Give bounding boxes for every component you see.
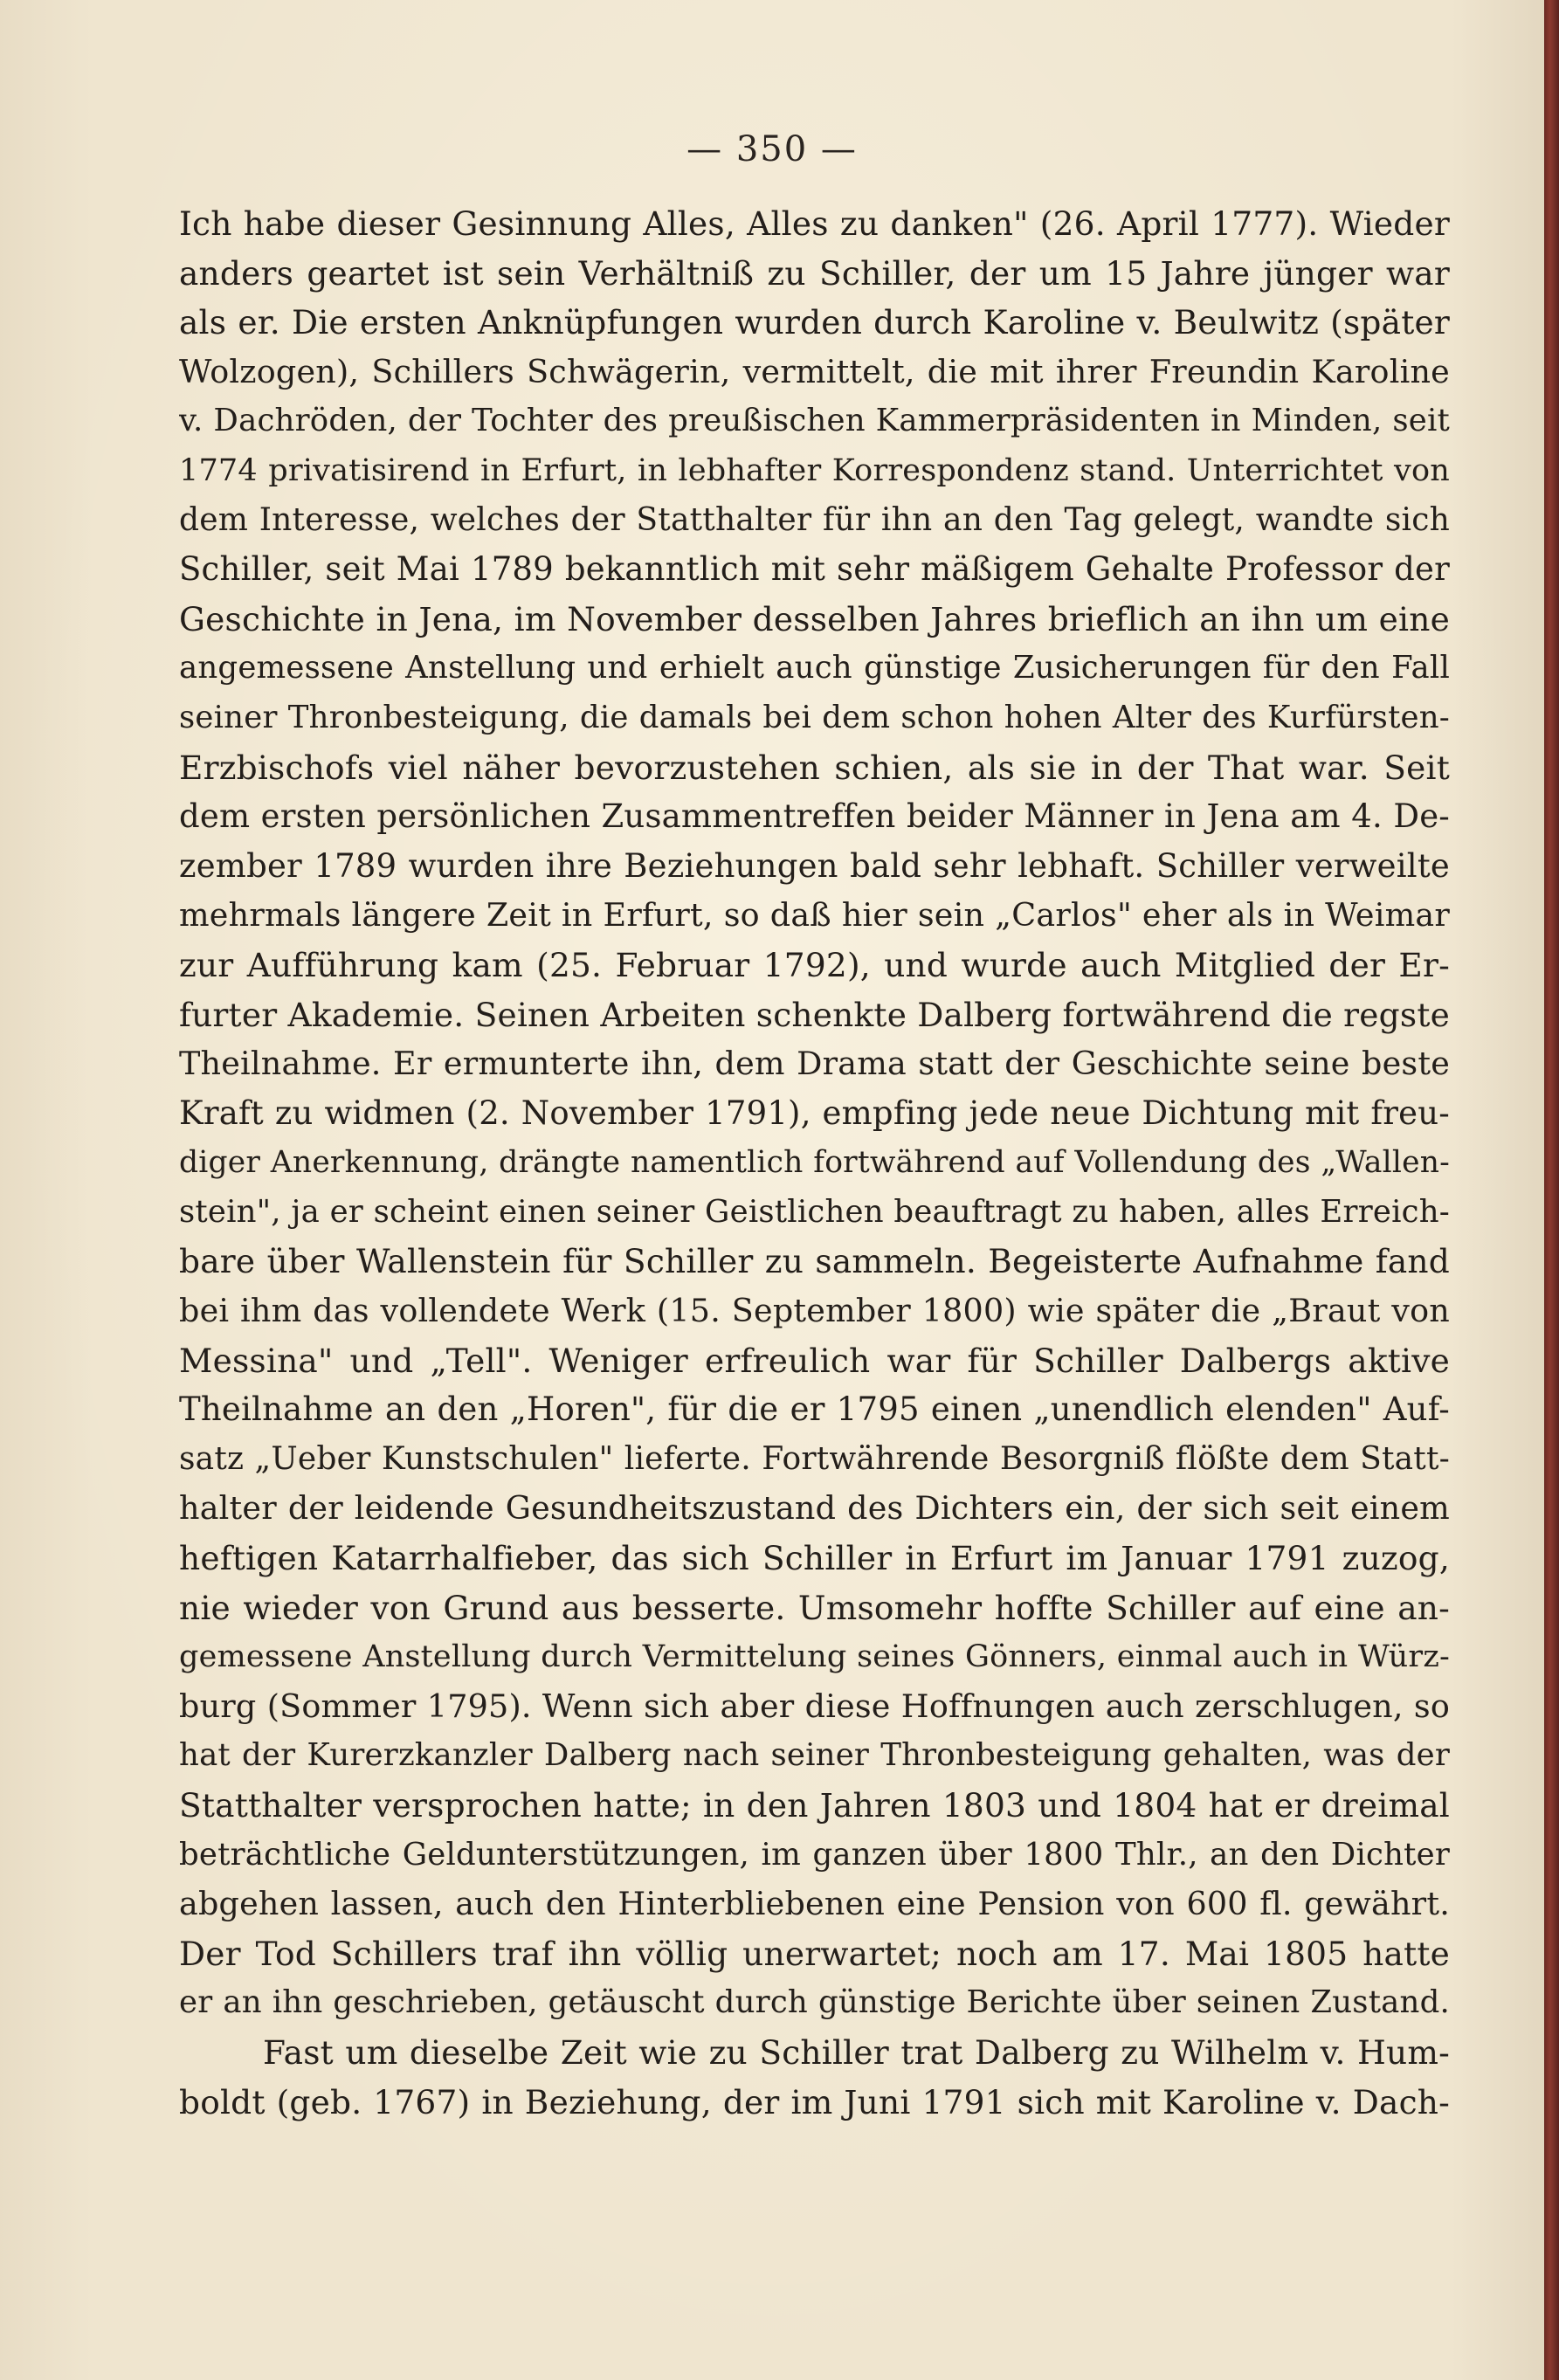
- text-line: Schiller, seit Mai 1789 bekanntlich mit sehr mäßigem Gehalte Professor der: [179, 550, 1450, 589]
- text-line: Statthalter versprochen hatte; in den Jahren 1803 und 1804 hat er dreimal: [179, 1786, 1450, 1825]
- text-line: burg (Sommer 1795). Wenn sich aber diese Hoffnungen auch zerschlugen, so: [179, 1687, 1450, 1725]
- text-line: anders geartet ist sein Verhältniß zu Schiller, der um 15 Jahre jünger war: [179, 253, 1450, 293]
- text-line: dem Interesse, welches der Statthalter für ihn an den Tag gelegt, wandte sich: [179, 501, 1450, 538]
- text-line: Kraft zu widmen (2. November 1791), empfing jede neue Dichtung mit freu-: [179, 1093, 1450, 1132]
- text-line: furter Akademie. Seinen Arbeiten schenkte Dalberg fortwährend die regste: [179, 995, 1450, 1034]
- text-line: mehrmals längere Zeit in Erfurt, so daß hier sein „Carlos" eher als in Weimar: [179, 896, 1450, 935]
- text-line: Theilnahme. Er ermunterte ihn, dem Drama statt der Geschichte seine beste: [179, 1045, 1450, 1083]
- text-line: Der Tod Schillers traf ihn völlig unerwartet; noch am 17. Mai 1805 hatte: [179, 1934, 1450, 1973]
- text-line: Wolzogen), Schillers Schwägerin, vermittelt, die mit ihrer Freundin Karoline: [179, 352, 1450, 390]
- book-binding-edge: [1544, 0, 1559, 2380]
- text-line: satz „Ueber Kunstschulen" lieferte. Fortwährende Besorgniß flößte dem Statt-: [179, 1440, 1450, 1477]
- text-line: boldt (geb. 1767) in Beziehung, der im Juni 1791 sich mit Karoline v. Dach-: [179, 2082, 1450, 2121]
- text-line: angemessene Anstellung und erhielt auch günstige Zusicherungen für den Fall: [179, 650, 1450, 686]
- text-line: gemessene Anstellung durch Vermittelung seines Gönners, einmal auch in Würz-: [179, 1639, 1450, 1675]
- text-line-paragraph-start: Fast um dieselbe Zeit wie zu Schiller trat Dalberg zu Wilhelm v. Hum-: [263, 2032, 1450, 2072]
- text-line: hat der Kurerzkanzler Dalberg nach seiner Thronbesteigung gehalten, was der: [179, 1737, 1450, 1774]
- text-line: Theilnahme an den „Horen", für die er 1795 einen „unendlich elenden" Auf-: [179, 1390, 1450, 1429]
- page-number: — 350 —: [686, 129, 858, 169]
- text-line: seiner Thronbesteigung, die damals bei dem schon hohen Alter des Kurfürsten-: [179, 699, 1450, 735]
- text-line: 1774 privatisirend in Erfurt, in lebhafter Korrespondenz stand. Unterrichtet von: [179, 452, 1450, 488]
- text-line: beträchtliche Geldunterstützungen, im ganzen über 1800 Thlr., an den Dichter: [179, 1836, 1450, 1873]
- text-line: dem ersten persönlichen Zusammentreffen beider Männer in Jena am 4. De-: [179, 797, 1450, 836]
- text-line: zur Aufführung kam (25. Februar 1792), und wurde auch Mitglied der Er-: [179, 945, 1450, 984]
- text-line: Messina" und „Tell". Weniger erfreulich war für Schiller Dalbergs aktive: [179, 1341, 1450, 1380]
- text-line: diger Anerkennung, drängte namentlich fortwährend auf Vollendung des „Wallen-: [179, 1145, 1450, 1181]
- text-line: als er. Die ersten Anknüpfungen wurden durch Karoline v. Beulwitz (später: [179, 303, 1450, 342]
- text-line: abgehen lassen, auch den Hinterbliebenen eine Pension von 600 fl. gewährt.: [179, 1885, 1450, 1923]
- text-line: heftigen Katarrhalfieber, das sich Schiller in Erfurt im Januar 1791 zuzog,: [179, 1539, 1450, 1578]
- text-line: bare über Wallenstein für Schiller zu sammeln. Begeisterte Aufnahme fand: [179, 1242, 1450, 1281]
- body-text: [179, 199, 1450, 2127]
- text-line: Erzbischofs viel näher bevorzustehen schien, als sie in der That war. Seit: [179, 748, 1450, 787]
- text-line: zember 1789 wurden ihre Beziehungen bald sehr lebhaft. Schiller verweilte: [179, 846, 1450, 885]
- text-line: er an ihn geschrieben, getäuscht durch günstige Berichte über seinen Zustand.: [179, 1984, 1450, 2021]
- text-line: v. Dachröden, der Tochter des preußischen Kammerpräsidenten in Minden, seit: [179, 403, 1450, 439]
- text-line: stein", ja er scheint einen seiner Geistlichen beauftragt zu haben, alles Erreich-: [179, 1193, 1450, 1230]
- text-line: Ich habe dieser Gesinnung Alles, Alles zu danken" (26. April 1777). Wieder: [179, 204, 1450, 243]
- text-line: bei ihm das vollendete Werk (15. September 1800) wie später die „Braut von: [179, 1292, 1450, 1330]
- text-line: halter der leidende Gesundheitszustand des Dichters ein, der sich seit einem: [179, 1489, 1450, 1528]
- text-line: nie wieder von Grund aus besserte. Umsomehr hoffte Schiller auf eine an-: [179, 1588, 1450, 1627]
- text-line: Geschichte in Jena, im November desselben Jahres brieflich an ihn um eine: [179, 599, 1450, 638]
